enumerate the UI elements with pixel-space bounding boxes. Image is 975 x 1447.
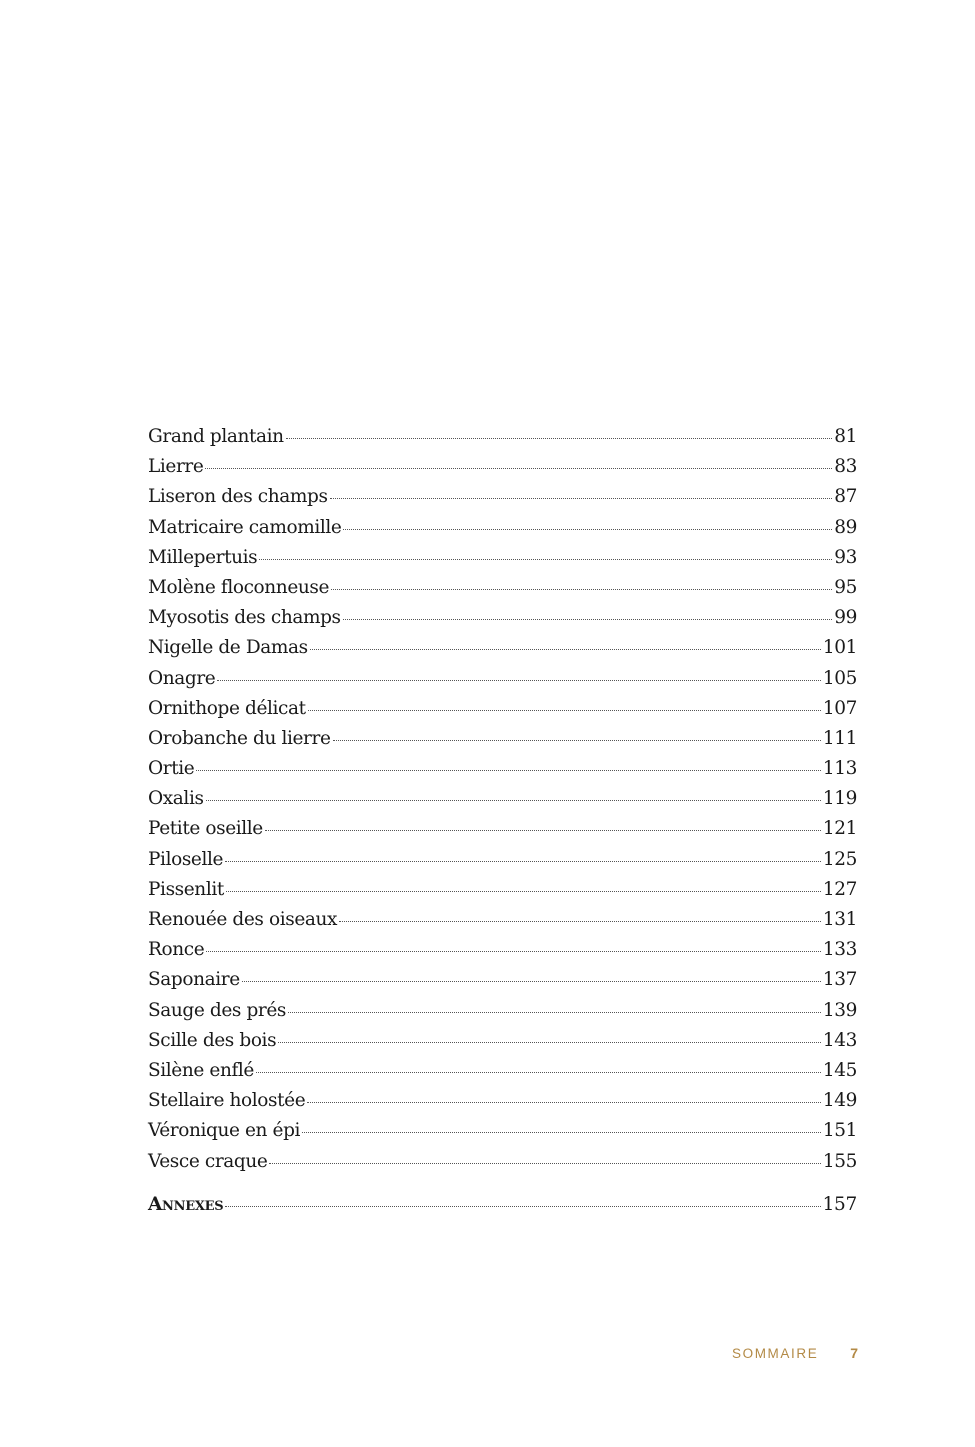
dot-leader (310, 649, 821, 650)
toc-entry-title: Lierre (148, 456, 204, 478)
dot-leader (269, 1163, 820, 1164)
annexes-page: 157 (822, 1194, 857, 1215)
toc-annexes-entry (148, 1194, 857, 1215)
dot-leader (225, 861, 821, 862)
toc-entry (148, 607, 857, 637)
toc-entry-page: 145 (822, 1059, 857, 1081)
toc-entry (148, 1000, 857, 1030)
toc-entry-page: 139 (822, 999, 857, 1021)
toc-entry-page: 89 (834, 516, 857, 538)
toc-entry (148, 758, 857, 788)
toc-entry-page: 133 (822, 939, 857, 961)
toc-entry-page: 111 (822, 727, 857, 749)
toc-entry (148, 879, 857, 909)
dot-leader (308, 710, 821, 711)
toc-entry-page: 119 (822, 788, 857, 810)
toc-entry-title: Grand plantain (148, 426, 284, 447)
toc-entry (148, 969, 857, 999)
toc-entry-page: 149 (822, 1090, 857, 1112)
toc-entry-title: Myosotis des champs (148, 607, 341, 629)
toc-entry (148, 1120, 857, 1150)
toc-entry-page: 95 (834, 576, 857, 598)
toc-entry-page: 127 (822, 878, 857, 900)
dot-leader (225, 1206, 820, 1207)
toc-entry-title: Pissenlit (148, 878, 224, 900)
toc-entry-title: Oxalis (148, 788, 204, 810)
dot-leader (343, 529, 832, 530)
annexes-title: Annexes (148, 1194, 224, 1215)
dot-leader (343, 619, 833, 620)
dot-leader (196, 770, 821, 771)
dot-leader (331, 589, 832, 590)
dot-leader (288, 1012, 821, 1013)
toc-entry-title: Sauge des prés (148, 999, 286, 1021)
toc-entry-page: 101 (822, 637, 857, 659)
toc-entry (148, 1030, 857, 1060)
toc-entry-page: 99 (834, 607, 857, 629)
toc-entry (148, 577, 857, 607)
toc-entry-title: Petite oseille (148, 818, 263, 840)
toc-entry (148, 517, 857, 547)
dot-leader (206, 800, 821, 801)
toc-entry (148, 939, 857, 969)
toc-entry (148, 1090, 857, 1120)
toc-entry-title: Ornithope délicat (148, 697, 306, 719)
toc-entry-title: Millepertuis (148, 546, 258, 568)
toc-entry-page: 87 (834, 486, 857, 508)
dot-leader (205, 468, 832, 469)
toc-entry (148, 486, 857, 516)
toc-entry-page: 131 (822, 909, 857, 930)
dot-leader (333, 740, 821, 741)
dot-leader (242, 981, 821, 982)
toc-entry (148, 728, 857, 758)
footer-section-title: SOMMAIRE (732, 1345, 819, 1361)
toc-entry (148, 456, 857, 486)
toc-entry (148, 849, 857, 879)
toc-entry-title: Silène enflé (148, 1059, 254, 1081)
toc-entry-title: Orobanche du lierre (148, 727, 331, 749)
page-number: 7 (850, 1345, 858, 1361)
toc-entry (148, 547, 857, 577)
toc-entry (148, 668, 857, 698)
toc-entry-title: Ortie (148, 758, 195, 780)
toc-entry-title: Stellaire holostée (148, 1090, 306, 1112)
dot-leader (278, 1042, 821, 1043)
toc-entry (148, 818, 857, 848)
dot-leader (256, 1072, 821, 1073)
dot-leader (259, 559, 832, 560)
toc-entry-title: Liseron des champs (148, 486, 328, 508)
toc-entry (148, 1151, 857, 1181)
dot-leader (226, 891, 821, 892)
toc-entry-title: Scille des bois (148, 1029, 277, 1051)
toc-entry-title: Onagre (148, 667, 216, 689)
toc-entry-page: 81 (834, 426, 857, 447)
dot-leader (206, 951, 821, 952)
toc-entry-title: Véronique en épi (148, 1120, 301, 1142)
toc-entry-page: 105 (822, 667, 857, 689)
toc-entry (148, 698, 857, 728)
toc-entry-page: 155 (822, 1150, 857, 1172)
toc-entry-page: 107 (822, 697, 857, 719)
toc-entry-title: Renouée des oiseaux (148, 909, 338, 930)
dot-leader (302, 1132, 821, 1133)
toc-entry-title: Molène floconneuse (148, 576, 330, 598)
toc-entry-page: 125 (822, 848, 857, 870)
toc-entry-page: 113 (822, 758, 857, 780)
page-footer (732, 1343, 858, 1363)
dot-leader (330, 498, 833, 499)
toc-entry (148, 909, 857, 939)
toc-entry-title: Saponaire (148, 969, 240, 991)
toc-entry-page: 151 (822, 1120, 857, 1142)
dot-leader (339, 921, 821, 922)
toc-entry-page: 93 (834, 546, 857, 568)
toc-entry-page: 137 (822, 969, 857, 991)
toc-entry (148, 1060, 857, 1090)
dot-leader (265, 830, 821, 831)
dot-leader (307, 1102, 821, 1103)
toc-entry (148, 426, 857, 456)
dot-leader (217, 680, 821, 681)
toc-entry-title: Matricaire camomille (148, 516, 342, 538)
toc-entry-title: Vesce craque (148, 1150, 268, 1172)
dot-leader (286, 438, 833, 439)
toc-entry (148, 637, 857, 667)
table-of-contents (148, 426, 857, 1181)
toc-entry-title: Nigelle de Damas (148, 637, 308, 659)
toc-entry-page: 121 (822, 818, 857, 840)
toc-entry (148, 788, 857, 818)
toc-entry-title: Piloselle (148, 848, 224, 870)
toc-entry-page: 83 (834, 456, 857, 478)
toc-entry-page: 143 (822, 1029, 857, 1051)
toc-entry-title: Ronce (148, 939, 205, 961)
